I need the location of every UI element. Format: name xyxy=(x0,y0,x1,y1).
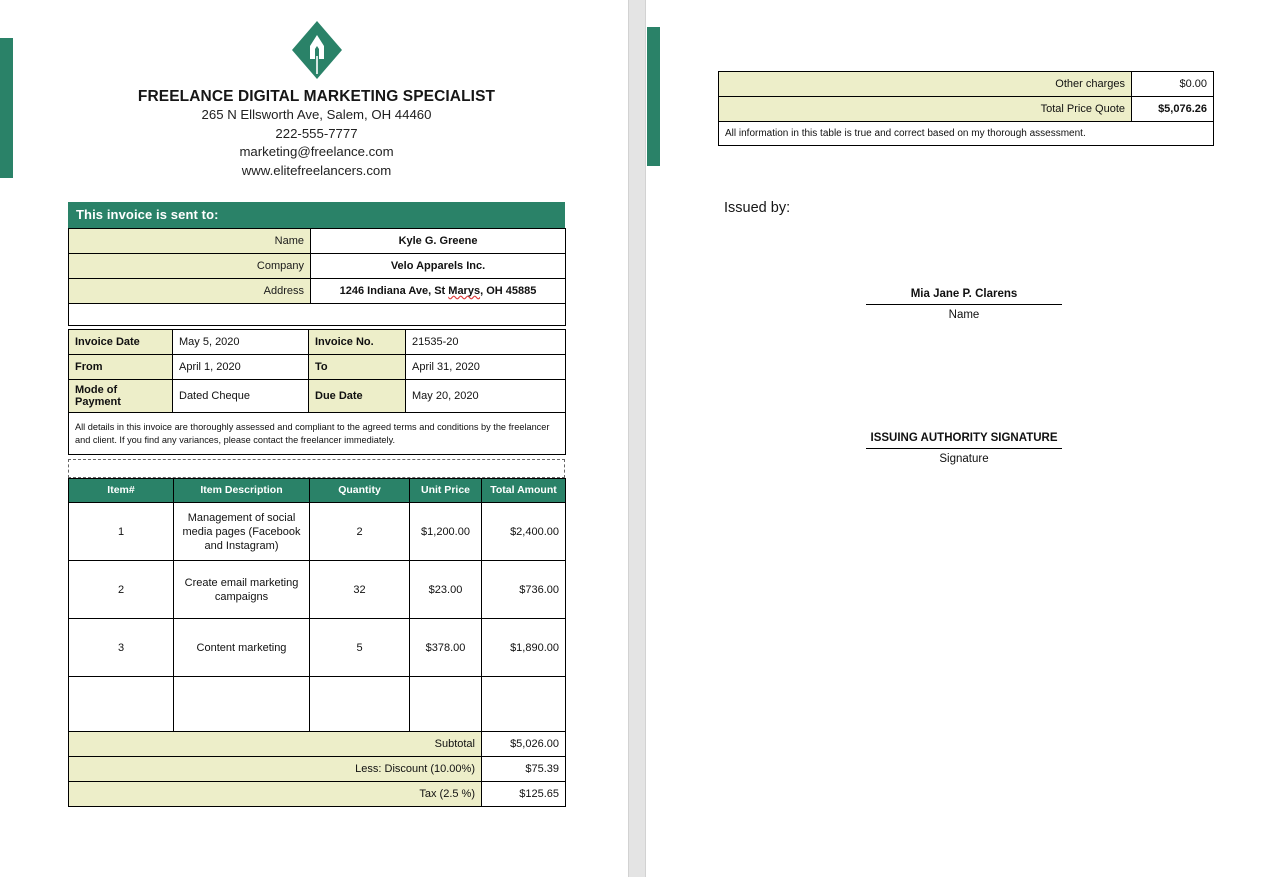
meta-label-invoice-no: Invoice No. xyxy=(309,330,406,355)
table-row xyxy=(69,619,566,677)
table-row xyxy=(719,122,1214,146)
items-header-quantity: Quantity xyxy=(310,479,410,503)
sent-to-label-company: Company xyxy=(69,254,311,279)
item-quantity: 5 xyxy=(310,619,410,677)
sent-to-label-name: Name xyxy=(69,229,311,254)
item-quantity: 32 xyxy=(310,561,410,619)
signature-name-value: Mia Jane P. Clarens xyxy=(910,288,1018,300)
company-name: FREELANCE DIGITAL MARKETING SPECIALIST xyxy=(137,88,496,105)
table-row xyxy=(69,279,566,304)
address-misspelled-word: Marys xyxy=(448,285,481,297)
items-table xyxy=(68,478,566,807)
meta-label-from: From xyxy=(69,355,173,380)
signature-authority-value: ISSUING AUTHORITY SIGNATURE xyxy=(870,432,1058,444)
company-phone: 222-555-7777 xyxy=(275,125,358,141)
table-row-empty xyxy=(69,677,566,732)
address-part-before: 1246 Indiana Ave, St xyxy=(339,285,449,297)
summary-row-discount xyxy=(69,757,566,782)
item-total: $736.00 xyxy=(482,561,566,619)
items-header-total-amount: Total Amount xyxy=(482,479,566,503)
totals-table xyxy=(718,71,1214,146)
item-description: Create email marketing campaigns xyxy=(174,561,310,619)
company-address: 265 N Ellsworth Ave, Salem, OH 44460 xyxy=(201,107,432,122)
table-row xyxy=(69,330,566,355)
item-unit-price: $378.00 xyxy=(410,619,482,677)
summary-label-subtotal: Subtotal xyxy=(69,732,482,757)
items-header-unit-price: Unit Price xyxy=(410,479,482,503)
invoice-meta-note: All details in this invoice are thoroughly assessed and compliant to the agreed terms and conditions by the freelancer and client. If you find any variances, please contact the freelancer immediately. xyxy=(69,413,566,455)
address-part-after: , OH 45885 xyxy=(480,285,537,297)
meta-value-mode-of-payment: Dated Cheque xyxy=(173,380,309,413)
totals-value-other-charges: $0.00 xyxy=(1132,72,1214,97)
item-no: 2 xyxy=(69,561,174,619)
summary-value-discount: $75.39 xyxy=(482,757,566,782)
items-header-item-no: Item# xyxy=(69,479,174,503)
sent-to-value-company: Velo Apparels Inc. xyxy=(311,254,566,279)
accent-bar-page-2 xyxy=(647,27,660,166)
signature-name-block xyxy=(866,288,1062,321)
item-total: $1,890.00 xyxy=(482,619,566,677)
table-row-spacer xyxy=(69,304,566,326)
table-row xyxy=(69,229,566,254)
items-header-row xyxy=(69,479,566,503)
meta-value-invoice-no: 21535-20 xyxy=(406,330,566,355)
items-section xyxy=(68,478,565,807)
item-quantity xyxy=(310,677,410,732)
item-no: 3 xyxy=(69,619,174,677)
items-header-description: Item Description xyxy=(174,479,310,503)
item-no xyxy=(69,677,174,732)
table-row xyxy=(69,503,566,561)
meta-label-to: To xyxy=(309,355,406,380)
item-total xyxy=(482,677,566,732)
sent-to-spacer-cell xyxy=(69,304,566,326)
summary-label-discount: Less: Discount (10.00%) xyxy=(69,757,482,782)
signature-authority-caption: Signature xyxy=(939,453,989,465)
table-row xyxy=(69,254,566,279)
meta-value-to: April 31, 2020 xyxy=(406,355,566,380)
totals-section xyxy=(718,71,1213,146)
table-row xyxy=(719,72,1214,97)
company-website: www.elitefreelancers.com xyxy=(241,162,392,178)
item-description: Management of social media pages (Facebook and Instagram) xyxy=(174,503,310,561)
invoice-meta-table xyxy=(68,329,566,455)
letterhead xyxy=(68,18,565,180)
signature-authority-block xyxy=(866,432,1062,465)
item-unit-price: $1,200.00 xyxy=(410,503,482,561)
sent-to-value-name: Kyle G. Greene xyxy=(311,229,566,254)
diamond-pen-nib-logo-icon xyxy=(68,18,565,82)
meta-value-due-date: May 20, 2020 xyxy=(406,380,566,413)
meta-value-from: April 1, 2020 xyxy=(173,355,309,380)
totals-label-total-price-quote: Total Price Quote xyxy=(719,97,1132,122)
meta-label-mode-of-payment: Mode of Payment xyxy=(69,380,173,413)
signature-name-rule xyxy=(866,304,1062,305)
meta-value-invoice-date: May 5, 2020 xyxy=(173,330,309,355)
item-description: Content marketing xyxy=(174,619,310,677)
meta-label-due-date: Due Date xyxy=(309,380,406,413)
totals-note: All information in this table is true and correct based on my thorough assessment. xyxy=(719,122,1214,146)
summary-value-tax: $125.65 xyxy=(482,782,566,807)
dashed-spacer-row xyxy=(68,459,565,478)
table-row xyxy=(719,97,1214,122)
summary-row-tax xyxy=(69,782,566,807)
invoice-meta-section xyxy=(68,329,565,455)
totals-label-other-charges: Other charges xyxy=(719,72,1132,97)
totals-value-total-price-quote: $5,076.26 xyxy=(1132,97,1214,122)
item-no: 1 xyxy=(69,503,174,561)
table-row xyxy=(69,380,566,413)
sent-to-title: This invoice is sent to: xyxy=(68,202,565,228)
issued-by-label: Issued by: xyxy=(724,200,791,216)
table-row xyxy=(69,561,566,619)
sent-to-label-address: Address xyxy=(69,279,311,304)
sent-to-section xyxy=(68,202,565,326)
summary-label-tax: Tax (2.5 %) xyxy=(69,782,482,807)
signature-authority-rule xyxy=(866,448,1062,449)
table-row xyxy=(69,413,566,455)
sent-to-value-address xyxy=(311,279,566,304)
meta-label-invoice-date: Invoice Date xyxy=(69,330,173,355)
item-unit-price xyxy=(410,677,482,732)
signature-name-caption: Name xyxy=(948,309,980,321)
accent-bar-page-1 xyxy=(0,38,13,178)
item-description xyxy=(174,677,310,732)
sent-to-table xyxy=(68,228,566,326)
table-row xyxy=(69,355,566,380)
company-email: marketing@freelance.com xyxy=(239,144,394,159)
summary-row-subtotal xyxy=(69,732,566,757)
item-quantity: 2 xyxy=(310,503,410,561)
item-total: $2,400.00 xyxy=(482,503,566,561)
item-unit-price: $23.00 xyxy=(410,561,482,619)
page-gutter xyxy=(628,0,646,877)
summary-value-subtotal: $5,026.00 xyxy=(482,732,566,757)
